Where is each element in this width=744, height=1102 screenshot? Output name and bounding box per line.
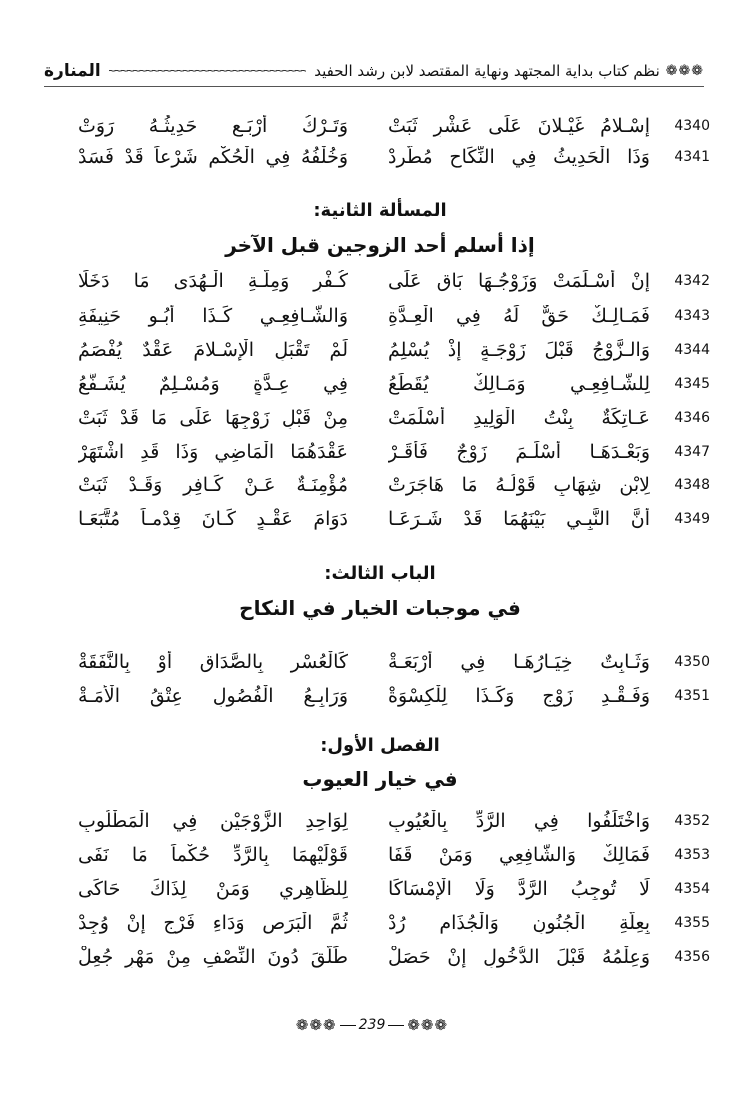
verse-first-hemistich: لَا تُوجِبُ الرَّدَّ وَلَا الْإِمْسَاكَا [388, 878, 650, 900]
verse-first-hemistich: إِنْ أَسْـلَمَتْ وَزَوْجُـهَا بَاقٍ عَلَى [388, 270, 650, 292]
verse-row [70, 334, 710, 366]
verse-row [70, 873, 710, 905]
verse-row [70, 805, 710, 837]
verse-second-hemistich: وَخُلْفُهُ فِي الْحُكْمِ شَرْعاً قَدْ فَسَدْ [78, 146, 348, 168]
verse-number: 4350 [674, 654, 710, 670]
verse-number: 4352 [674, 813, 710, 829]
verse-number: 4343 [674, 308, 710, 324]
header-wave-divider [109, 66, 306, 76]
verse-number: 4349 [674, 511, 710, 527]
verse-row [70, 402, 710, 434]
footer-dash [340, 1025, 356, 1026]
verse-row [70, 368, 710, 400]
verse-number: 4342 [674, 273, 710, 289]
page-header [44, 58, 704, 84]
verse-second-hemistich: لِلظَّاهِرِي وَمَنْ لِذَاكَ حَاكَى [78, 878, 348, 900]
verse-second-hemistich: ثُمَّ الْبَرَصِ وَدَاءِ فَرْجٍ إِنْ وُجِدْ [78, 912, 348, 934]
verse-number: 4348 [674, 477, 710, 493]
section-heading: الفصل الأول: [320, 735, 440, 756]
verse-second-hemistich: طَلَّقَ دُونَ النِّصْفِ مِنْ مَهْرٍ جُعِلْ [78, 946, 348, 968]
verse-number: 4344 [674, 342, 710, 358]
verse-first-hemistich: وَبَعْـدَهَـا أَسْلَـمَ زَوْجٌ فَأَقَـرْ [388, 441, 650, 463]
verse-row [70, 907, 710, 939]
chapter-heading: الباب الثالث: [324, 563, 436, 584]
issue-heading: المسألة الثانية: [313, 200, 447, 221]
running-title: المنارة [44, 61, 101, 81]
verse-number: 4345 [674, 376, 710, 392]
verse-number: 4355 [674, 915, 710, 931]
verse-second-hemistich: لِوَاحِدِ الزَّوْجَيْنِ فِي الْمَطْلُوبِ [78, 810, 348, 832]
verse-number: 4346 [674, 410, 710, 426]
verse-number: 4341 [674, 149, 710, 165]
footer-dash [388, 1025, 404, 1026]
verse-number: 4347 [674, 444, 710, 460]
verse-first-hemistich: إِسْـلامُ غَيْـلانَ عَلَى عَشْرٍ ثَبَتْ [388, 115, 650, 137]
verse-second-hemistich: فِي عِـدَّةٍ وَمُسْـلِمٌ يُشَـفَّعُ [78, 373, 348, 395]
verse-second-hemistich: كُـفْرٍ وَمِلَّـةِ الْـهُدَى مَا دَخَلَا [78, 270, 348, 292]
verse-first-hemistich: لِابْنِ شِهَابٍ قَوْلُـهُ مَا هَاجَرَتْ [388, 474, 650, 496]
verse-row [70, 941, 710, 973]
page-number: 239 [358, 1017, 386, 1033]
verse-number: 4340 [674, 118, 710, 134]
verse-first-hemistich: عَـاتِكَةٌ بِنْتُ الْوَلِيدِ أَسْلَمَتْ [388, 407, 650, 429]
verse-first-hemistich: وَفَـقْـدِ زَوْجٍ وَكَـذَا لِلْكِسْوَةْ [388, 685, 650, 707]
verse-row [70, 469, 710, 501]
verse-row [70, 680, 710, 712]
issue-title: إذا أسلم أحد الزوجين قبل الآخر [225, 233, 535, 257]
verse-row [70, 110, 710, 142]
verse-first-hemistich: وَاخْتَلَفُوا فِي الرَّدِّ بِالْعُيُوبِ [388, 810, 650, 832]
verse-number: 4354 [674, 881, 710, 897]
footer-ornament-right: ❁❁❁ [407, 1016, 449, 1034]
verse-first-hemistich: وَالـزَّوْجُ قَبْلَ زَوْجَـةٍ إِذْ يُسْلِمُ [388, 339, 650, 361]
verse-first-hemistich: بِعِلَّةِ الْجُنُونِ وَالْجُذَامِ رُدْ [388, 912, 650, 934]
verse-first-hemistich: وَثَـابِتٌ خِيَـارُهَـا فِي أَرْبَعَـةْ [388, 651, 650, 673]
verse-second-hemistich: كَالْعُسْرِ بِالصَّدَاقِ أَوْ بِالنَّفَقَةْ [78, 651, 348, 673]
verse-second-hemistich: وَتَـرْكُ أَرْبَـعٍ حَدِيثُـهُ رَوَتْ [78, 115, 348, 137]
verse-first-hemistich: فَمَـالِـكٌ حَقٌّ لَهُ فِي الْعِـدَّةِ [388, 305, 650, 327]
verse-first-hemistich: وَعِلْمُهُ قَبْلَ الدُّخُولِ إِنْ حَصَلْ [388, 946, 650, 968]
verse-row [70, 300, 710, 332]
header-rule [44, 86, 704, 87]
verse-second-hemistich: مُؤْمِنَـةٌ عَـنْ كَـافِرٍ وَقَـدْ ثَبَتْ [78, 474, 348, 496]
verse-second-hemistich: قَوْلَيْهِمَا بِالرَّدِّ حُكْماً مَا نَفَى [78, 844, 348, 866]
header-ornament: ❁❁❁ [665, 63, 704, 79]
book-title: نظم كتاب بداية المجتهد ونهاية المقتصد لابن رشد الحفيد [314, 62, 660, 80]
section-title: في خيار العيوب [302, 767, 458, 791]
verse-second-hemistich: عَقْدَهُمَا الْمَاضِي وَذَا قَدِ اشْتَهَرْ [78, 441, 348, 463]
verse-second-hemistich: وَالشَّـافِعِـي كَـذَا أَبُـو حَنِيفَةِ [78, 305, 348, 327]
verse-row [70, 503, 710, 535]
footer-ornament-left: ❁❁❁ [295, 1016, 337, 1034]
verse-row [70, 141, 710, 173]
verse-first-hemistich: فَمَالِكٌ وَالشَّافِعِي وَمَنْ قَفَا [388, 844, 650, 866]
verse-row [70, 436, 710, 468]
verse-first-hemistich: لِلشَّـافِعِـي وَمَـالِكٌ يُقَطِّعُ [388, 373, 650, 395]
verse-second-hemistich: مِنْ قَبْلِ زَوْجِهَا عَلَى مَا قَدْ ثَبَتْ [78, 407, 348, 429]
verse-row [70, 646, 710, 678]
page-footer [272, 1013, 472, 1037]
verse-second-hemistich: لَمْ تَقْبَلِ الْإِسْـلامَ عَقْدٌ يُفْصَمُ [78, 339, 348, 361]
verse-first-hemistich: وَذَا الْحَدِيثُ فِي النِّكَاحِ مُطَّرِدْ [388, 146, 650, 168]
chapter-title: في موجبات الخيار في النكاح [239, 596, 521, 620]
verse-number: 4351 [674, 688, 710, 704]
verse-row [70, 839, 710, 871]
verse-number: 4353 [674, 847, 710, 863]
verse-row [70, 265, 710, 297]
verse-second-hemistich: وَرَابِـعُ الْفُصُولِ عِتْقُ الْأَمَـةْ [78, 685, 348, 707]
verse-number: 4356 [674, 949, 710, 965]
verse-second-hemistich: دَوَامَ عَقْـدٍ كَـانَ قِدْمـاً مُتَّبَعَـا [78, 508, 348, 530]
verse-first-hemistich: أَنَّ النَّبِـي بَيْنَهُمَا قَدْ شَـرَعَـا [388, 508, 650, 530]
